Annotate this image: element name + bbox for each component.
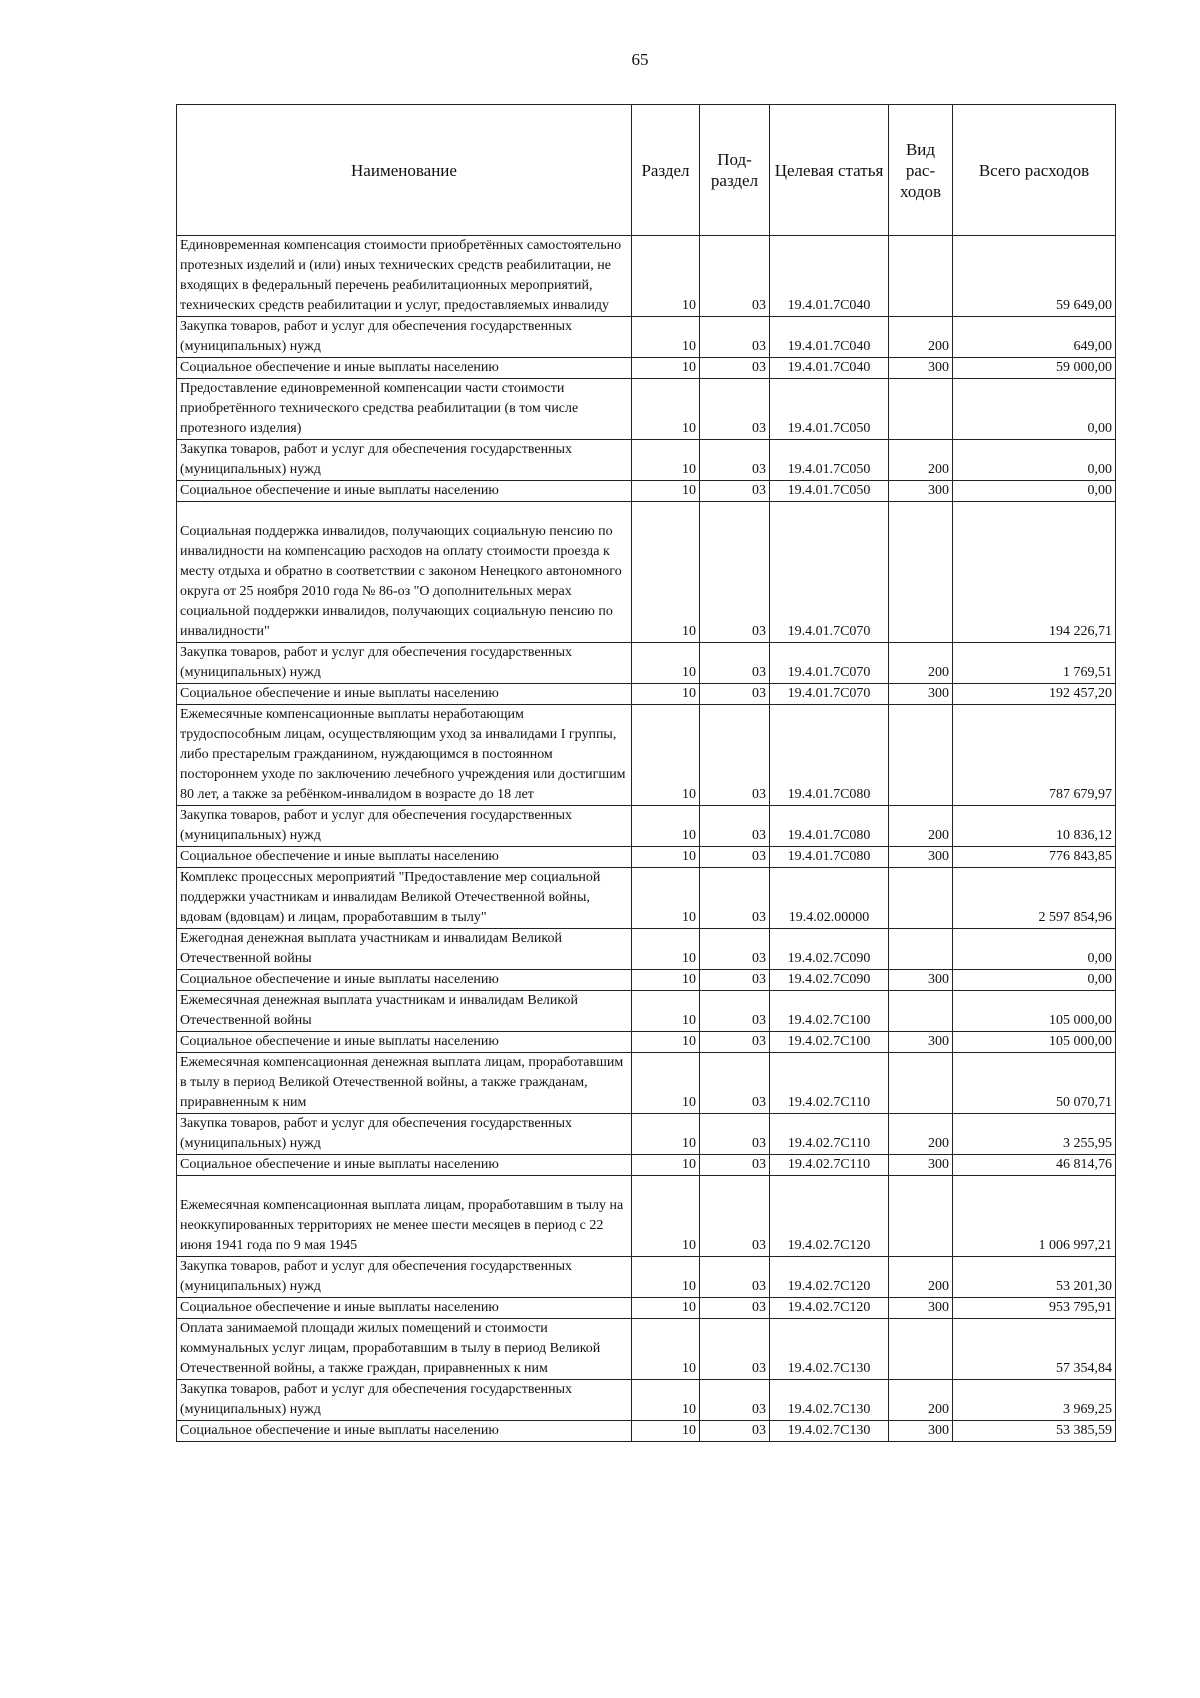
row-total: 0,00 (953, 440, 1116, 481)
row-name: Социальное обеспечение и иные выплаты населению (177, 1421, 632, 1442)
table-row (177, 847, 1116, 868)
row-total: 57 354,84 (953, 1319, 1116, 1380)
row-subsection: 03 (700, 643, 770, 684)
row-target: 19.4.02.7С130 (770, 1380, 889, 1421)
row-target: 19.4.01.7С050 (770, 481, 889, 502)
row-section: 10 (632, 1380, 700, 1421)
table-row (177, 970, 1116, 991)
table-row (177, 929, 1116, 970)
row-subsection: 03 (700, 1380, 770, 1421)
row-subsection: 03 (700, 806, 770, 847)
row-subsection: 03 (700, 1032, 770, 1053)
row-subsection: 03 (700, 317, 770, 358)
row-total: 105 000,00 (953, 1032, 1116, 1053)
row-total: 787 679,97 (953, 705, 1116, 806)
row-kind: 300 (889, 481, 953, 502)
row-section: 10 (632, 684, 700, 705)
row-section: 10 (632, 502, 700, 643)
budget-table (176, 104, 1116, 1442)
row-section: 10 (632, 1319, 700, 1380)
table-row (177, 379, 1116, 440)
row-target: 19.4.02.7С120 (770, 1176, 889, 1257)
row-total: 46 814,76 (953, 1155, 1116, 1176)
row-target: 19.4.02.7С130 (770, 1319, 889, 1380)
table-row (177, 236, 1116, 317)
page-number: 65 (631, 50, 649, 69)
row-section: 10 (632, 991, 700, 1032)
row-kind (889, 379, 953, 440)
row-kind (889, 929, 953, 970)
table-header-row (177, 105, 1116, 236)
row-subsection: 03 (700, 705, 770, 806)
row-target: 19.4.01.7С070 (770, 643, 889, 684)
row-kind: 300 (889, 847, 953, 868)
row-name: Социальное обеспечение и иные выплаты населению (177, 684, 632, 705)
row-kind: 200 (889, 1380, 953, 1421)
table-row (177, 481, 1116, 502)
table-row (177, 806, 1116, 847)
row-name: Социальное обеспечение и иные выплаты населению (177, 481, 632, 502)
row-section: 10 (632, 1421, 700, 1442)
row-section: 10 (632, 236, 700, 317)
row-target: 19.4.01.7С040 (770, 236, 889, 317)
row-name: Закупка товаров, работ и услуг для обеспечения государственных (муниципальных) нужд (177, 1114, 632, 1155)
row-name: Закупка товаров, работ и услуг для обеспечения государственных (муниципальных) нужд (177, 440, 632, 481)
row-kind: 300 (889, 1298, 953, 1319)
row-kind (889, 991, 953, 1032)
row-subsection: 03 (700, 868, 770, 929)
row-section: 10 (632, 970, 700, 991)
row-subsection: 03 (700, 847, 770, 868)
row-subsection: 03 (700, 440, 770, 481)
header-kind: Вид рас-ходов (889, 105, 953, 236)
row-subsection: 03 (700, 1176, 770, 1257)
row-total: 53 385,59 (953, 1421, 1116, 1442)
row-name: Предоставление единовременной компенсации части стоимости приобретённого технического средства реабилитации (в том числе протезного изделия) (177, 379, 632, 440)
row-section: 10 (632, 847, 700, 868)
row-total: 1 006 997,21 (953, 1176, 1116, 1257)
row-subsection: 03 (700, 684, 770, 705)
row-kind: 300 (889, 1155, 953, 1176)
row-name: Оплата занимаемой площади жилых помещений и стоимости коммунальных услуг лицам, проработавшим в тылу в период Великой Отечественной войны, а также граждан, приравненных к ним (177, 1319, 632, 1380)
row-kind: 200 (889, 440, 953, 481)
row-kind: 300 (889, 358, 953, 379)
row-name: Комплекс процессных мероприятий "Предоставление мер социальной поддержки участникам и инвалидам Великой Отечественной войны, вдовам (вдовцам) и лицам, проработавшим в тылу" (177, 868, 632, 929)
row-kind: 300 (889, 970, 953, 991)
row-section: 10 (632, 705, 700, 806)
row-target: 19.4.02.7С100 (770, 991, 889, 1032)
row-total: 0,00 (953, 929, 1116, 970)
row-kind (889, 236, 953, 317)
row-name: Закупка товаров, работ и услуг для обеспечения государственных (муниципальных) нужд (177, 806, 632, 847)
row-name: Закупка товаров, работ и услуг для обеспечения государственных (муниципальных) нужд (177, 1380, 632, 1421)
table-row (177, 1257, 1116, 1298)
row-target: 19.4.02.7С110 (770, 1053, 889, 1114)
row-subsection: 03 (700, 929, 770, 970)
row-subsection: 03 (700, 1257, 770, 1298)
row-kind: 300 (889, 684, 953, 705)
table-row (177, 868, 1116, 929)
row-target: 19.4.01.7С070 (770, 684, 889, 705)
row-subsection: 03 (700, 358, 770, 379)
table-row (177, 317, 1116, 358)
row-subsection: 03 (700, 379, 770, 440)
table-row (177, 440, 1116, 481)
header-name: Наименование (177, 105, 632, 236)
row-section: 10 (632, 440, 700, 481)
row-section: 10 (632, 1032, 700, 1053)
table-row (177, 1421, 1116, 1442)
row-kind (889, 705, 953, 806)
row-name: Закупка товаров, работ и услуг для обеспечения государственных (муниципальных) нужд (177, 643, 632, 684)
row-total: 3 255,95 (953, 1114, 1116, 1155)
row-target: 19.4.02.00000 (770, 868, 889, 929)
row-subsection: 03 (700, 1421, 770, 1442)
header-total: Всего расходов (953, 105, 1116, 236)
table-row (177, 1155, 1116, 1176)
row-subsection: 03 (700, 1155, 770, 1176)
table-row (177, 1298, 1116, 1319)
row-section: 10 (632, 1114, 700, 1155)
row-kind (889, 502, 953, 643)
row-section: 10 (632, 868, 700, 929)
row-kind: 200 (889, 806, 953, 847)
row-total: 0,00 (953, 481, 1116, 502)
row-section: 10 (632, 643, 700, 684)
row-total: 649,00 (953, 317, 1116, 358)
row-section: 10 (632, 806, 700, 847)
row-section: 10 (632, 929, 700, 970)
table-row (177, 1053, 1116, 1114)
row-name: Социальное обеспечение и иные выплаты населению (177, 1155, 632, 1176)
row-section: 10 (632, 1257, 700, 1298)
row-name: Ежемесячная денежная выплата участникам и инвалидам Великой Отечественной войны (177, 991, 632, 1032)
row-target: 19.4.02.7С090 (770, 929, 889, 970)
row-target: 19.4.02.7С110 (770, 1114, 889, 1155)
row-section: 10 (632, 1053, 700, 1114)
table-row (177, 643, 1116, 684)
row-total: 0,00 (953, 970, 1116, 991)
row-subsection: 03 (700, 1114, 770, 1155)
row-target: 19.4.02.7С120 (770, 1298, 889, 1319)
row-subsection: 03 (700, 1053, 770, 1114)
row-name: Закупка товаров, работ и услуг для обеспечения государственных (муниципальных) нужд (177, 1257, 632, 1298)
header-section: Раздел (632, 105, 700, 236)
row-kind (889, 1053, 953, 1114)
row-name: Ежегодная денежная выплата участникам и инвалидам Великой Отечественной войны (177, 929, 632, 970)
table-row (177, 684, 1116, 705)
row-kind: 300 (889, 1032, 953, 1053)
row-name: Социальная поддержка инвалидов, получающих социальную пенсию по инвалидности на компенсацию расходов на оплату стоимости проезда к месту отдыха и обратно в соответствии с законом Ненецкого автономного округа от 25 ноября 2010 года № 86-оз "О дополнительных мерах социальной поддержки инвалидов, получающих социальную пенсию по инвалидности" (177, 502, 632, 643)
row-kind (889, 1176, 953, 1257)
row-target: 19.4.01.7С080 (770, 806, 889, 847)
row-total: 192 457,20 (953, 684, 1116, 705)
row-target: 19.4.01.7С050 (770, 440, 889, 481)
row-kind (889, 1319, 953, 1380)
row-subsection: 03 (700, 502, 770, 643)
row-kind: 300 (889, 1421, 953, 1442)
row-section: 10 (632, 317, 700, 358)
table-row (177, 502, 1116, 643)
table-row (177, 1319, 1116, 1380)
row-total: 1 769,51 (953, 643, 1116, 684)
row-name: Закупка товаров, работ и услуг для обеспечения государственных (муниципальных) нужд (177, 317, 632, 358)
row-name: Ежемесячная компенсационная выплата лицам, проработавшим в тылу на неоккупированных территориях не менее шести месяцев в период с 22 июня 1941 года по 9 мая 1945 (177, 1176, 632, 1257)
row-section: 10 (632, 1155, 700, 1176)
row-name: Социальное обеспечение и иные выплаты населению (177, 358, 632, 379)
row-kind (889, 868, 953, 929)
row-target: 19.4.01.7С080 (770, 705, 889, 806)
table-row (177, 358, 1116, 379)
row-kind: 200 (889, 1257, 953, 1298)
row-subsection: 03 (700, 970, 770, 991)
header-subsection: Под-раздел (700, 105, 770, 236)
row-section: 10 (632, 481, 700, 502)
row-total: 53 201,30 (953, 1257, 1116, 1298)
row-name: Социальное обеспечение и иные выплаты населению (177, 1298, 632, 1319)
row-total: 776 843,85 (953, 847, 1116, 868)
row-target: 19.4.01.7С070 (770, 502, 889, 643)
row-total: 50 070,71 (953, 1053, 1116, 1114)
table-row (177, 1176, 1116, 1257)
row-target: 19.4.01.7С040 (770, 317, 889, 358)
row-kind: 200 (889, 1114, 953, 1155)
row-kind: 200 (889, 317, 953, 358)
row-section: 10 (632, 379, 700, 440)
row-total: 0,00 (953, 379, 1116, 440)
row-subsection: 03 (700, 1319, 770, 1380)
row-name: Социальное обеспечение и иные выплаты населению (177, 1032, 632, 1053)
row-total: 59 000,00 (953, 358, 1116, 379)
row-subsection: 03 (700, 1298, 770, 1319)
header-target: Целевая статья (770, 105, 889, 236)
row-target: 19.4.01.7С040 (770, 358, 889, 379)
row-target: 19.4.02.7С100 (770, 1032, 889, 1053)
row-target: 19.4.02.7С120 (770, 1257, 889, 1298)
row-target: 19.4.02.7С110 (770, 1155, 889, 1176)
row-total: 10 836,12 (953, 806, 1116, 847)
row-target: 19.4.02.7С090 (770, 970, 889, 991)
table-row (177, 1380, 1116, 1421)
row-total: 59 649,00 (953, 236, 1116, 317)
row-section: 10 (632, 358, 700, 379)
row-total: 105 000,00 (953, 991, 1116, 1032)
row-total: 2 597 854,96 (953, 868, 1116, 929)
row-name: Социальное обеспечение и иные выплаты населению (177, 847, 632, 868)
row-name: Ежемесячные компенсационные выплаты неработающим трудоспособным лицам, осуществляющим уход за инвалидами I группы, либо престарелым гражданином, нуждающимся в постоянном постороннем уходе по заключению лечебного учреждения или достигшим 80 лет, а также за ребёнком-инвалидом в возрасте до 18 лет (177, 705, 632, 806)
table-row (177, 705, 1116, 806)
row-kind: 200 (889, 643, 953, 684)
row-name: Единовременная компенсация стоимости приобретённых самостоятельно протезных изделий и (или) иных технических средств реабилитации, не входящих в федеральный перечень реабилитационных мероприятий, технических средств реабилитации и услуг, предоставляемых инвалиду (177, 236, 632, 317)
row-subsection: 03 (700, 236, 770, 317)
row-section: 10 (632, 1176, 700, 1257)
table-row (177, 991, 1116, 1032)
row-total: 953 795,91 (953, 1298, 1116, 1319)
row-subsection: 03 (700, 991, 770, 1032)
row-total: 194 226,71 (953, 502, 1116, 643)
table-row (177, 1114, 1116, 1155)
table-row (177, 1032, 1116, 1053)
row-total: 3 969,25 (953, 1380, 1116, 1421)
row-name: Ежемесячная компенсационная денежная выплата лицам, проработавшим в тылу в период Великой Отечественной войны, а также гражданам, приравненным к ним (177, 1053, 632, 1114)
row-target: 19.4.01.7С050 (770, 379, 889, 440)
row-subsection: 03 (700, 481, 770, 502)
row-name: Социальное обеспечение и иные выплаты населению (177, 970, 632, 991)
row-target: 19.4.02.7С130 (770, 1421, 889, 1442)
row-section: 10 (632, 1298, 700, 1319)
row-target: 19.4.01.7С080 (770, 847, 889, 868)
